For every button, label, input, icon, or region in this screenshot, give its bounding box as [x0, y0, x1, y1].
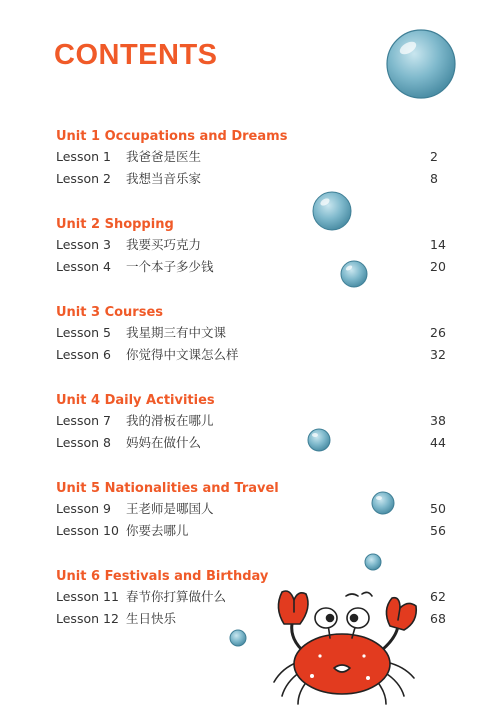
lesson-row	[56, 432, 456, 454]
lesson-title: 妈妈在做什么	[126, 435, 202, 450]
lesson-page: 20	[430, 259, 446, 274]
unit-title: Unit 4 Daily Activities	[56, 393, 215, 408]
lesson-title: 王老师是哪国人	[126, 501, 214, 516]
lesson-number: Lesson 1	[56, 149, 111, 164]
lesson-row	[56, 410, 456, 432]
lesson-title: 你要去哪儿	[126, 523, 189, 538]
lesson-title: 我的滑板在哪儿	[126, 413, 214, 428]
unit-title: Unit 1 Occupations and Dreams	[56, 129, 288, 144]
lesson-page: 50	[430, 501, 446, 516]
lesson-page: 26	[430, 325, 446, 340]
lesson-page: 32	[430, 347, 446, 362]
lesson-row	[56, 234, 456, 256]
unit-title: Unit 2 Shopping	[56, 217, 174, 232]
unit-4	[56, 392, 456, 454]
lesson-title: 你觉得中文课怎么样	[126, 347, 239, 362]
lesson-number: Lesson 7	[56, 413, 111, 428]
unit-2	[56, 216, 456, 278]
lesson-title: 生日快乐	[126, 611, 177, 626]
lesson-page: 68	[430, 611, 446, 626]
page-title: CONTENTS	[54, 39, 218, 71]
lesson-number: Lesson 11	[56, 589, 119, 604]
unit-title: Unit 3 Courses	[56, 305, 164, 320]
lesson-title: 我星期三有中文课	[126, 325, 227, 340]
lesson-page: 38	[430, 413, 446, 428]
lesson-page: 44	[430, 435, 446, 450]
lesson-row	[56, 256, 456, 278]
unit-title: Unit 6 Festivals and Birthday	[56, 569, 269, 584]
lesson-number: Lesson 5	[56, 325, 111, 340]
lesson-number: Lesson 2	[56, 171, 111, 186]
lesson-page: 14	[430, 237, 446, 252]
lesson-number: Lesson 6	[56, 347, 111, 362]
lesson-page: 56	[430, 523, 446, 538]
bubble-tiny	[230, 630, 246, 646]
unit-3	[56, 304, 456, 366]
unit-1	[56, 128, 456, 190]
lesson-page: 62	[430, 589, 446, 604]
lesson-number: Lesson 3	[56, 237, 111, 252]
lesson-title: 我想当音乐家	[126, 171, 202, 186]
bubble-large	[387, 30, 455, 98]
lesson-number: Lesson 10	[56, 523, 119, 538]
lesson-title: 春节你打算做什么	[126, 589, 227, 604]
lesson-row	[56, 520, 456, 542]
lesson-number: Lesson 8	[56, 435, 111, 450]
unit-title: Unit 5 Nationalities and Travel	[56, 481, 279, 496]
lesson-number: Lesson 9	[56, 501, 111, 516]
lesson-number: Lesson 4	[56, 259, 111, 274]
lesson-page: 2	[430, 149, 438, 164]
lesson-row	[56, 498, 456, 520]
lesson-number: Lesson 12	[56, 611, 119, 626]
lesson-row	[56, 322, 456, 344]
lesson-row	[56, 146, 456, 168]
lesson-row	[56, 344, 456, 366]
lesson-row	[56, 168, 456, 190]
lesson-title: 一个本子多少钱	[126, 259, 214, 274]
lesson-page: 8	[430, 171, 438, 186]
unit-5	[56, 480, 456, 542]
lesson-title: 我爸爸是医生	[126, 149, 202, 164]
crab-illustration	[268, 580, 428, 708]
lesson-title: 我要买巧克力	[126, 237, 202, 252]
